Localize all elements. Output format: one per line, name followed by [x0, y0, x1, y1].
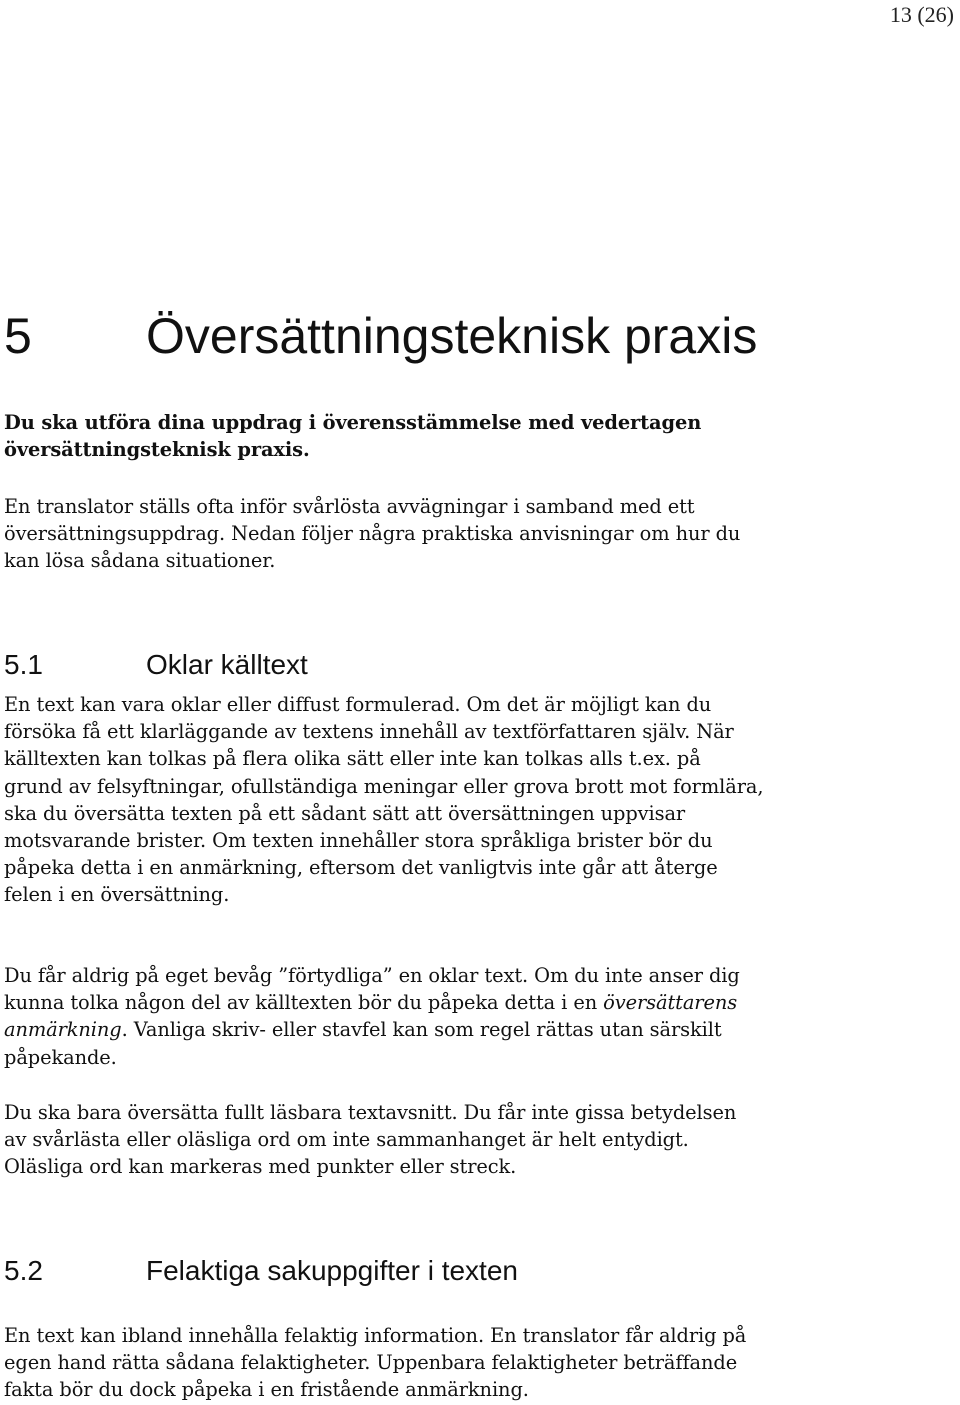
section-2-paragraph-1: En text kan ibland innehålla felaktig information. En translator får aldrig på egen hand rätta sådana felaktigheter. Uppenbara felaktigheter beträffande fakta bör du dock påpeka i en fristående anmärkning.	[4, 1324, 747, 1402]
chapter-number: 5	[4, 308, 32, 364]
paragraph-text: Du får aldrig på eget bevåg ”förtydliga” en oklar text. Om du inte anser dig kunna tolka någon del av källtexten bör du påpeka detta i en	[4, 964, 740, 1015]
emphasized-term: översättarens anmärkning	[4, 991, 738, 1042]
section-title: Oklar källtext	[146, 649, 308, 680]
page-number: 13 (26)	[889, 2, 954, 27]
chapter-heading	[4, 306, 757, 366]
section-1-paragraph-3: Du ska bara översätta fullt läsbara textavsnitt. Du får inte gissa betydelsen av svårlästa eller oläsliga ord om inte sammanhanget är helt entydigt. Oläsliga ord kan markeras med punkter eller streck.	[4, 1101, 737, 1179]
paragraph-text: . Vanliga skriv- eller stavfel kan som regel rättas utan särskilt påpekande.	[4, 1018, 722, 1069]
section-number: 5.2	[4, 1255, 43, 1286]
chapter-title: Översättningsteknisk praxis	[146, 308, 758, 364]
section-heading-oklar-kalltext	[4, 648, 308, 682]
section-1-paragraph-2	[4, 962, 764, 1071]
lead-paragraph: Du ska utföra dina uppdrag i överensstämmelse med vedertagen översättningsteknisk praxis.	[4, 411, 702, 462]
section-1-paragraph-1: En text kan vara oklar eller diffust formulerad. Om det är möjligt kan du försöka få ett klarläggande av textens innehåll av textförfattaren själv. När källtexten kan tolkas på flera olika sätt eller inte kan tolkas alls t.ex. på grund av felsyftningar, ofullständiga meningar eller grova brott mot formlära, ska du översätta texten på ett sådant sätt att översättningen uppvisar motsvarande brister. Om texten innehåller stora språkliga brister bör du påpeka detta i en anmärkning, eftersom det vanligtvis inte går att återge felen i en översättning.	[4, 693, 764, 907]
section-number: 5.1	[4, 649, 43, 680]
section-heading-felaktiga-sakuppgifter	[4, 1254, 518, 1288]
intro-paragraph: En translator ställs ofta inför svårlösta avvägningar i samband med ett översättningsuppdrag. Nedan följer några praktiska anvisningar om hur du kan lösa sådana situationer.	[4, 495, 741, 573]
section-title: Felaktiga sakuppgifter i texten	[146, 1255, 518, 1286]
